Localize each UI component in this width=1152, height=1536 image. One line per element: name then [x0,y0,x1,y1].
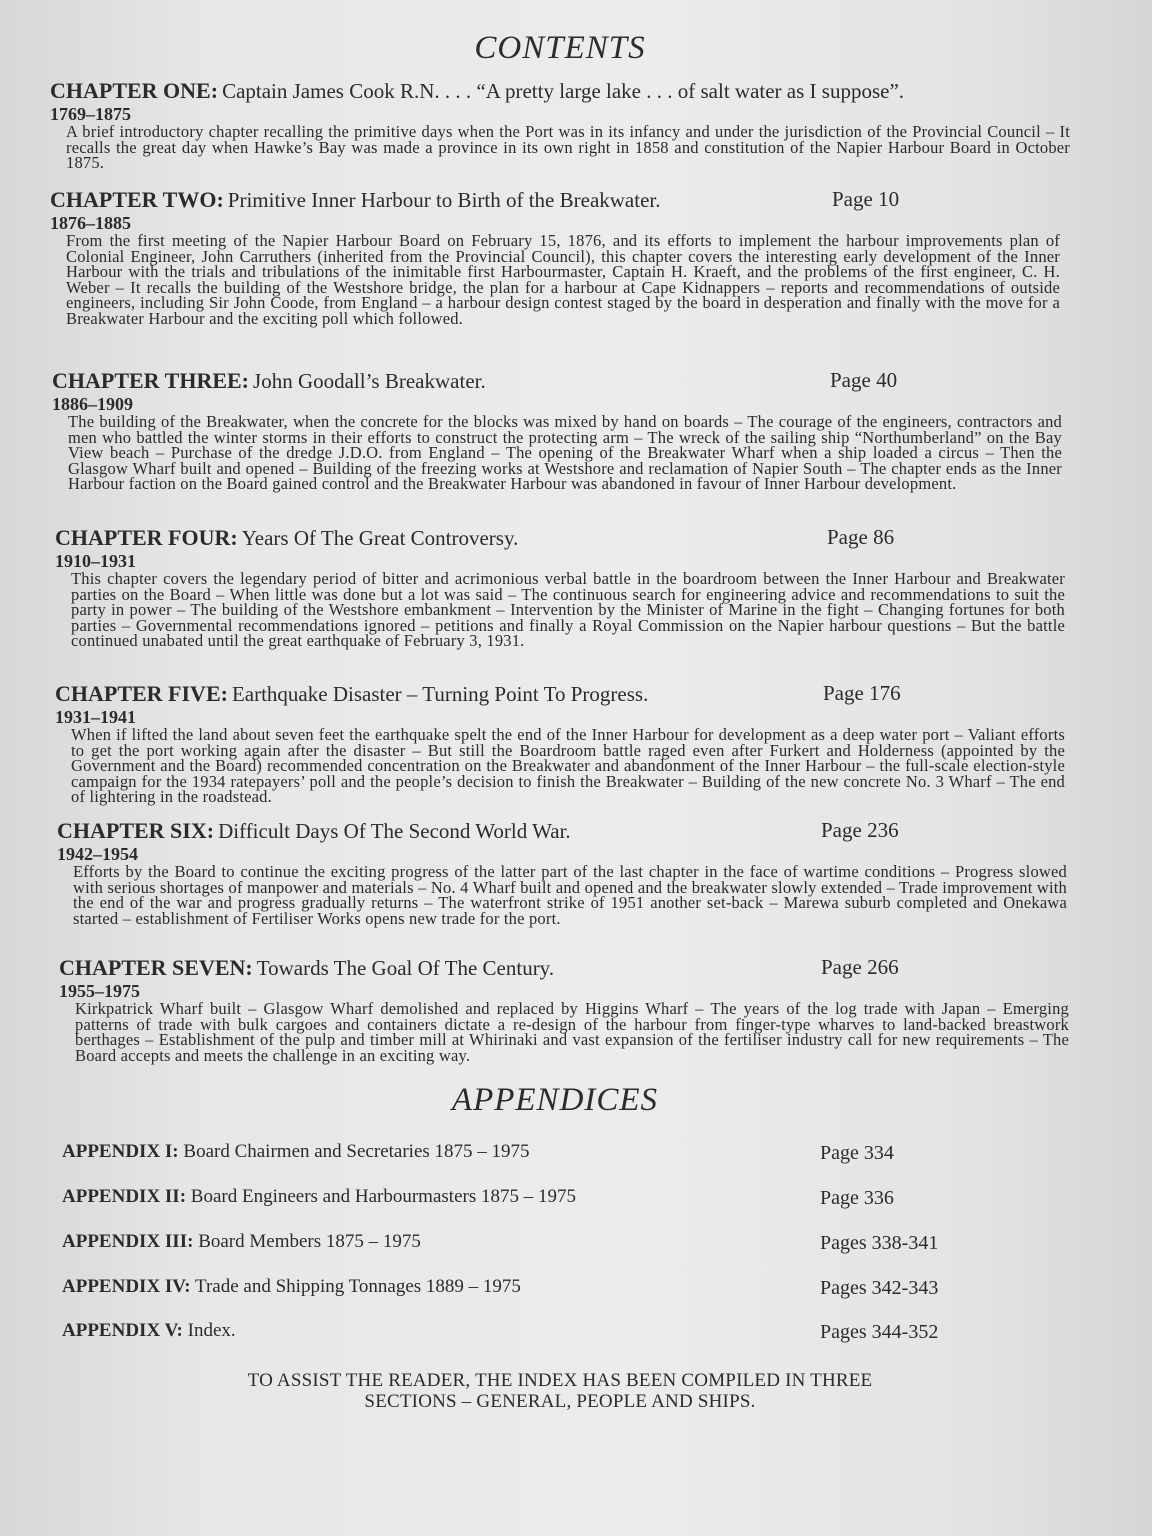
chapter-heading [59,955,1069,981]
appendix-page: Page 336 [820,1187,894,1209]
chapter-description: A brief introductory chapter recalling the primitive days when the Port was in its infancy and under the jurisdiction of the Provincial Council – It recalls the great day when Hawke’s Bay was made a province in its own right in 1858 and constitution of the Napier Harbour Board in October 1875. [66,122,1070,173]
chapter-label: CHAPTER TWO: [50,187,224,212]
index-note [150,1370,970,1412]
appendix-title: Board Engineers and Harbourmasters 1875 – 1975 [190,1186,576,1207]
chapter-page: Page 86 [827,525,895,549]
chapter-title: Years Of The Great Controversy. [241,526,519,550]
appendices-heading: APPENDICES [451,1082,659,1118]
index-note-line: TO ASSIST THE READER, THE INDEX HAS BEEN COMPILED IN THREE [247,1370,873,1391]
chapter-years: 1769–1875 [50,104,131,124]
chapter-heading [50,78,1070,104]
chapter-entry [55,525,1065,649]
chapter-label: CHAPTER FIVE: [55,681,228,706]
chapter-description: Kirkpatrick Wharf built – Glasgow Wharf demolished and replaced by Higgins Wharf – The years of the log trade with Japan – Emerging patterns of trade with bulk cargoes and containers dictate a re-design of the harbour from finger-type wharves to land-backed breastwork berthages – Establishment of the pulp and timber mill at Whirinaki and vast expansion of the fertiliser industry call for new requirements – The Board accepts and meets the challenge in an exciting way. [75,999,1069,1065]
chapter-description: From the first meeting of the Napier Harbour Board on February 15, 1876, and its efforts to implement the harbour improvements plan of Colonial Engineer, John Carruthers (inherited from the Provincial Council), this chapter covers the interesting early development of the Inner Harbour with the trials and tribulations of the inimitable first Harbourmaster, Captain H. Kraeft, and the problems of the first engineer, C. H. Weber – It recalls the building of the Westshore bridge, the plan for a harbour at Cape Kidnappers – reports and recommendations of outside engineers, including Sir John Coode, from England – a harbour design contest staged by the board in desperation and finally with the move for a Breakwater Harbour and the exciting poll which followed. [66,231,1060,328]
chapter-heading [55,525,1065,551]
chapter-entry [55,681,1065,805]
appendix-page: Pages 342-343 [820,1277,939,1299]
chapter-entry [57,818,1067,926]
chapter-years: 1876–1885 [50,213,131,233]
chapter-label: CHAPTER SIX: [57,818,215,843]
appendix-page: Pages 338-341 [820,1232,939,1254]
appendix-entry [62,1231,421,1253]
appendix-label: APPENDIX II: [62,1186,187,1207]
chapter-description: Efforts by the Board to continue the exciting progress of the latter part of the last chapter in the face of wartime conditions – Progress slowed with serious shortages of manpower and materials – No. 4 Wharf built and opened and the breakwater slowly extended – Trade improvement with the end of the war and progress gradually returns – The waterfront strike of 1951 another set-back – Marewa suburb completed and Onekawa started – establishment of Fertiliser Works opens new trade for the port. [73,862,1067,928]
chapter-page: Page 10 [832,187,900,211]
chapter-entry [59,955,1069,1063]
chapter-years: 1942–1954 [57,844,138,864]
chapter-years: 1955–1975 [59,981,140,1001]
appendix-title: Board Chairmen and Secretaries 1875 – 1975 [183,1141,530,1162]
appendix-label: APPENDIX I: [62,1141,179,1162]
chapter-description: When if lifted the land about seven feet the earthquake spelt the end of the Inner Harbour for development as a deep water port – Valiant efforts to get the port working again after the disaster – But still the Boardroom battle raged even after Furkert and Holderness (appointed by the Government and the Board) recommended concentration on the Breakwater and abandonment of the Inner Harbour – the full-scale election-style campaign for the 1934 ratepayers’ poll and the people’s decision to finish the Breakwater – Building of the new concrete No. 3 Wharf – The end of lightering in the roadstead. [71,725,1065,807]
appendix-label: APPENDIX III: [62,1231,194,1252]
chapter-description: This chapter covers the legendary period of bitter and acrimonious verbal battle in the boardroom between the Inner Harbour and Breakwater parties on the Board – When little was done but a lot was said – The continuous search for engineering advice and recommendations to suit the party in power – The building of the Westshore embankment – Intervention by the Minister of Marine in the fight – Changing fortunes for both parties – Governmental recommendations ignored – petitions and finally a Royal Commission on the Napier harbour questions – But the battle continued unabated until the great earthquake of February 3, 1931. [71,569,1065,651]
chapter-heading [57,818,1067,844]
chapter-page: Page 40 [830,368,898,392]
appendix-page: Page 334 [820,1142,894,1164]
chapter-label: CHAPTER FOUR: [55,525,238,550]
contents-heading: CONTENTS [474,30,646,66]
chapter-page: Page 266 [821,955,899,979]
chapter-entry [50,78,1070,171]
appendix-page: Pages 344-352 [820,1321,939,1343]
appendix-entry [62,1320,236,1342]
chapter-page: Page 176 [823,681,901,705]
chapter-entry [52,368,1062,492]
chapter-label: CHAPTER THREE: [52,368,250,393]
index-note-line: SECTIONS – GENERAL, PEOPLE AND SHIPS. [364,1391,756,1412]
appendix-entry [62,1186,576,1208]
chapter-years: 1910–1931 [55,551,136,571]
chapter-heading [52,368,1062,394]
chapter-page: Page 236 [821,818,899,842]
appendix-title: Trade and Shipping Tonnages 1889 – 1975 [195,1276,521,1297]
chapter-entry [50,187,1060,327]
appendix-title: Board Members 1875 – 1975 [198,1231,421,1252]
chapter-heading [55,681,1065,707]
appendix-title: Index. [187,1320,236,1341]
chapter-label: CHAPTER SEVEN: [59,955,253,980]
chapter-years: 1886–1909 [52,394,133,414]
chapter-heading [50,187,1060,213]
chapter-title: Earthquake Disaster – Turning Point To Progress. [231,682,649,706]
appendix-label: APPENDIX V: [62,1320,183,1341]
chapter-title: Captain James Cook R.N. . . . “A pretty large lake . . . of salt water as I suppose”. [222,79,905,103]
chapter-label: CHAPTER ONE: [50,78,219,103]
chapter-title: Towards The Goal Of The Century. [256,956,555,980]
chapter-description: The building of the Breakwater, when the concrete for the blocks was mixed by hand on boards – The courage of the engineers, contractors and men who battled the winter storms in their efforts to construct the protecting arm – The wreck of the sailing ship “Northumberland” on the Bay View beach – Purchase of the dredge J.D.O. from England – The opening of the Breakwater Wharf when a ship loaded a circus – Then the Glasgow Wharf built and opened – Building of the freezing works at Westshore and reclamation of Napier South – The chapter ends as the Inner Harbour faction on the Board gained control and the Breakwater Harbour was abandoned in favour of Inner Harbour development. [68,412,1062,494]
chapter-years: 1931–1941 [55,707,136,727]
chapter-title: John Goodall’s Breakwater. [253,369,486,393]
appendix-label: APPENDIX IV: [62,1276,191,1297]
chapter-title: Difficult Days Of The Second World War. [218,819,571,843]
appendix-entry [62,1276,521,1298]
appendix-entry [62,1141,530,1163]
chapter-title: Primitive Inner Harbour to Birth of the Breakwater. [227,188,661,212]
